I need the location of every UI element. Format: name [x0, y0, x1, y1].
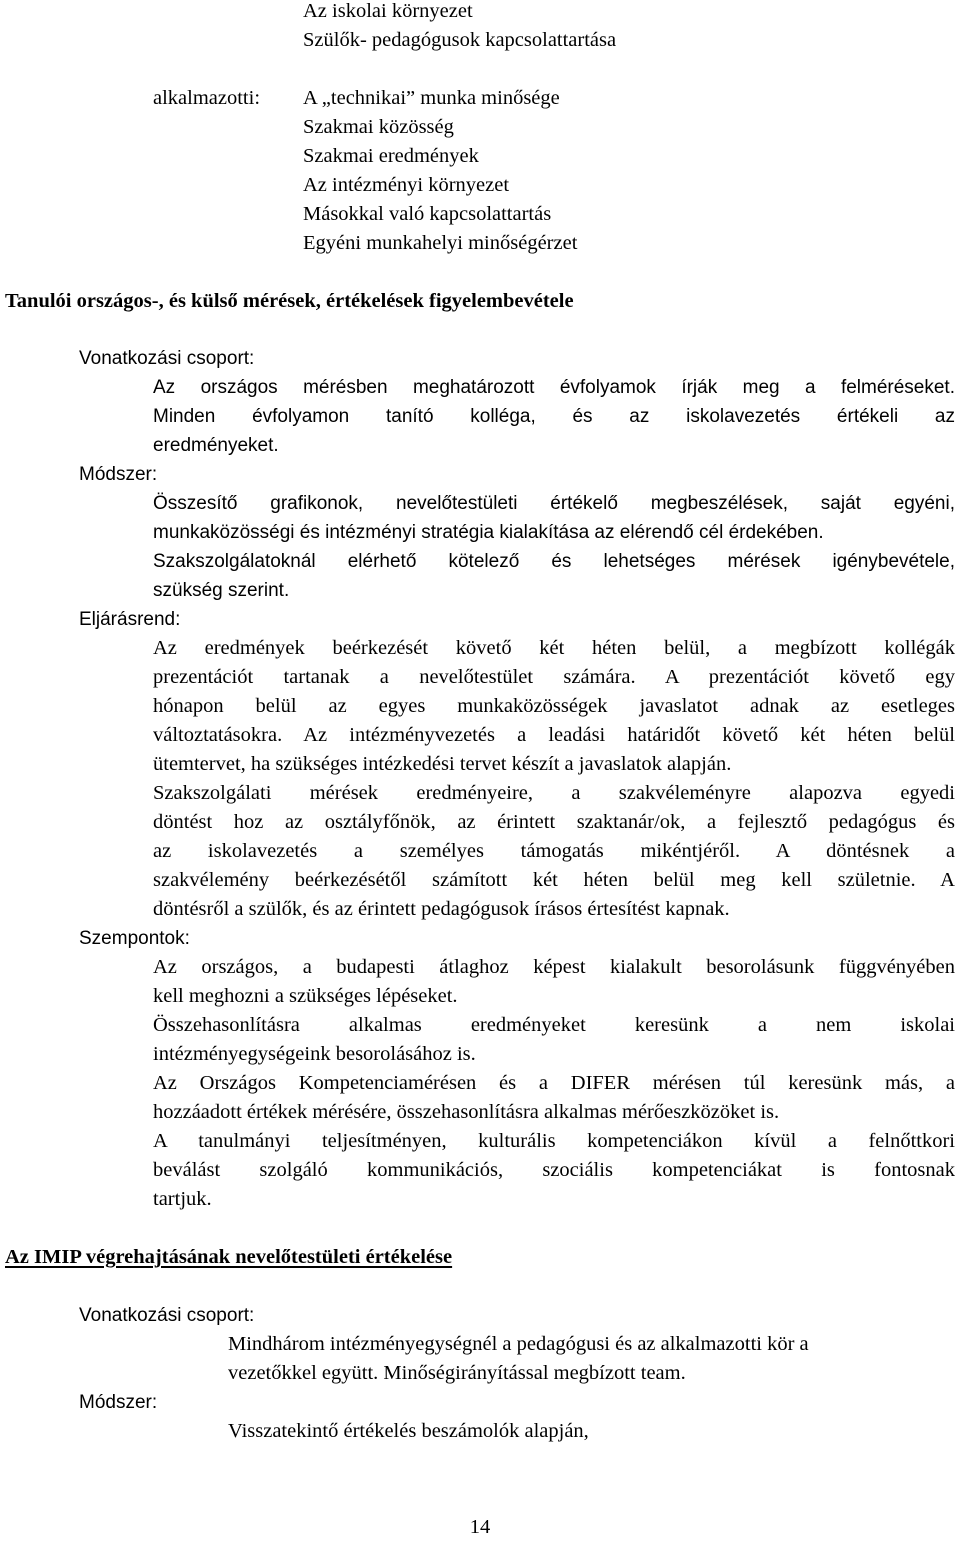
section-heading: Tanulói országos-, és külső mérések, értékelések figyelembevétele — [5, 290, 574, 312]
text-line: Szakszolgálatoknál elérhető kötelező és lehetséges mérések igénybevétele, — [153, 551, 955, 572]
text-line: szükség szerint. — [153, 580, 290, 601]
text-line: intézményegységeink besorolásához is. — [153, 1043, 476, 1065]
text-line: az iskolavezetés a személyes támogatás mikéntjéről. A döntésnek a — [153, 840, 955, 862]
text-line: döntésről a szülők, és az érintett pedagógusok írásos értesítést kapnak. — [153, 898, 730, 920]
text-line: változtatásokra. Az intézményvezetés a leadási határidőt követő két héten belül — [153, 724, 955, 746]
list-item: Szakmai közösség — [303, 116, 454, 138]
text-line: tartjuk. — [153, 1188, 212, 1210]
list-item: Szakmai eredmények — [303, 145, 479, 167]
text-line: kell meghozni a szükséges lépéseket. — [153, 985, 458, 1007]
text-line: Az országos mérésben meghatározott évfolyamok írják meg a felméréseket. — [153, 377, 955, 398]
text-line: beválást szolgáló kommunikációs, szociális kompetenciákat is fontosnak — [153, 1159, 955, 1181]
staff-label: alkalmazotti: — [153, 87, 261, 109]
method-label: Módszer: — [79, 464, 158, 485]
procedure-label: Eljárásrend: — [79, 609, 181, 630]
text-line: Szakszolgálati mérések eredményeire, a szakvéleményre alapozva egyedi — [153, 782, 955, 804]
list-item: A „technikai” munka minősége — [303, 87, 560, 109]
text-line: munkaközösségi és intézményi stratégia kialakítása az elérendő cél érdekében. — [153, 522, 824, 543]
list-item: Az intézményi környezet — [303, 174, 510, 196]
text-line: hónapon belül az egyes munkaközösségek javaslatot adnak az esetleges — [153, 695, 955, 717]
text-line: Az eredmények beérkezését követő két héten belül, a megbízott kollégák — [153, 637, 955, 659]
text-line: hozzáadott értékek mérésére, összehasonlításra alkalmas mérőeszközöket is. — [153, 1101, 780, 1123]
target-group-label: Vonatkozási csoport: — [79, 1305, 255, 1326]
target-group-text — [153, 373, 955, 460]
list-item: Másokkal való kapcsolattartás — [303, 203, 552, 225]
text-line: Összehasonlításra alkalmas eredményeket keresünk a nem iskolai — [153, 1014, 955, 1036]
text-line: Visszatekintő értékelés beszámolók alapján, — [228, 1420, 589, 1442]
criteria-label: Szempontok: — [79, 928, 190, 949]
criteria-text — [153, 953, 955, 1214]
list-item: Szülők- pedagógusok kapcsolattartása — [303, 29, 617, 51]
text-line: A tanulmányi teljesítményen, kulturális kompetenciákon kívül a felnőttkori — [153, 1130, 955, 1152]
method-label: Módszer: — [79, 1392, 158, 1413]
text-line: Az Országos Kompetenciamérésen és a DIFER mérésen túl keresünk más, a — [153, 1072, 955, 1094]
list-item: Az iskolai környezet — [303, 0, 473, 22]
text-line: Mindhárom intézményegységnél a pedagógusi és az alkalmazotti kör a — [228, 1333, 809, 1355]
section-heading: Az IMIP végrehajtásának nevelőtestületi értékelése — [5, 1246, 453, 1268]
text-line: Az országos, a budapesti átlaghoz képest kialakult besorolásunk függvényében — [153, 956, 955, 978]
text-line: ütemtervet, ha szükséges intézkedési tervet készít a javaslatok alapján. — [153, 753, 732, 775]
text-line: vezetőkkel együtt. Minőségirányítással megbízott team. — [228, 1362, 686, 1384]
text-line: eredményeket. — [153, 435, 279, 456]
page-number: 14 — [469, 1516, 491, 1538]
text-line: Összesítő grafikonok, nevelőtestületi értékelő megbeszélések, saját egyéni, — [153, 493, 955, 514]
text-line: Minden évfolyamon tanító kolléga, és az iskolavezetés értékeli az — [153, 406, 955, 427]
text-line: prezentációt tartanak a nevelőtestület számára. A prezentációt követő egy — [153, 666, 955, 688]
target-group-label: Vonatkozási csoport: — [79, 348, 255, 369]
list-item: Egyéni munkahelyi minőségérzet — [303, 232, 578, 254]
method-text — [153, 489, 955, 605]
text-line: döntést hoz az osztályfőnök, az érintett szaktanár/ok, a fejlesztő pedagógus és — [153, 811, 955, 833]
procedure-text — [153, 634, 955, 924]
text-line: szakvélemény beérkezésétől számított két héten belül meg kell születnie. A — [153, 869, 955, 891]
